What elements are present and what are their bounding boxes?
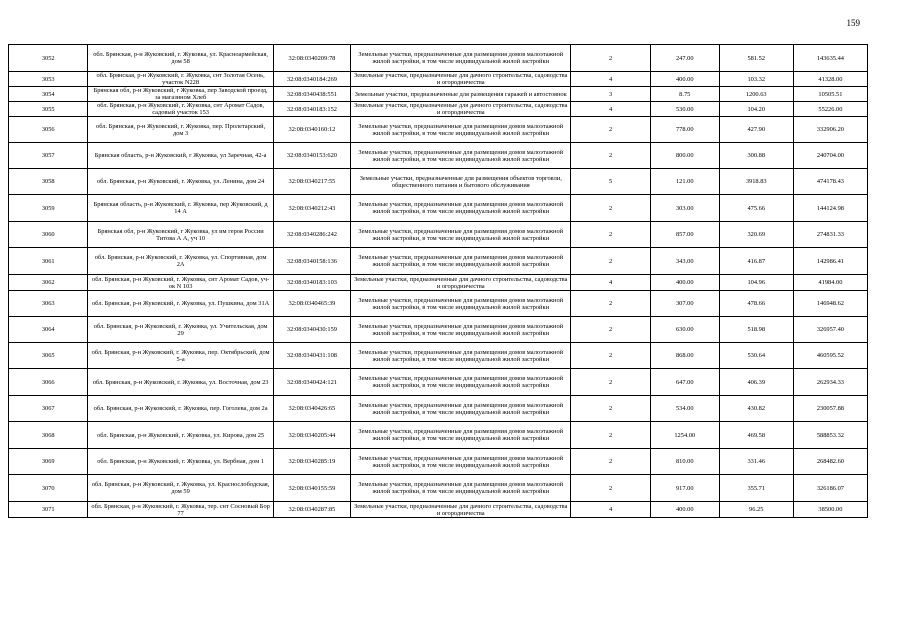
row-land-use-type: Земельные участки, предназначенные для размещения домов малоэтажной жилой застройки, в том числе индивидуальной жилой застройки (351, 343, 571, 369)
row-category: 2 (571, 195, 650, 222)
row-specific-value: 406.39 (719, 369, 793, 396)
row-category: 2 (571, 422, 650, 449)
row-category: 4 (571, 275, 650, 291)
table-row (9, 422, 868, 449)
row-address: обл. Брянская, р-н Жуковский, г. Жуковка, ул. Спортивная, дом 2А (88, 248, 273, 275)
row-land-use-type: Земельные участки, предназначенные для размещения домов малоэтажной жилой застройки, в том числе индивидуальной жилой застройки (351, 248, 571, 275)
row-area: 1254.00 (650, 422, 719, 449)
row-land-use-type: Земельные участки, предназначенные для размещения домов малоэтажной жилой застройки, в том числе индивидуальной жилой застройки (351, 195, 571, 222)
row-cadastral-number: 32:08:0340184:269 (273, 72, 350, 87)
row-number: 3052 (9, 45, 88, 72)
row-category: 2 (571, 369, 650, 396)
table-row (9, 72, 868, 87)
row-address: обл. Брянская, р-н Жуковский, г. Жуковка, пер. Гоголева, дом 2а (88, 396, 273, 422)
row-land-use-type: Земельные участки, предназначенные для размещения домов малоэтажной жилой застройки, в том числе индивидуальной жилой застройки (351, 222, 571, 248)
row-land-use-type: Земельные участки, предназначенные для дачного строительства, садоводства и огородничества (351, 102, 571, 117)
cadastral-value-table (8, 44, 868, 518)
row-area: 121.00 (650, 169, 719, 195)
row-cadastral-number: 32:08:0340212:43 (273, 195, 350, 222)
row-cadastral-value: 146948.62 (793, 291, 867, 317)
table-row (9, 143, 868, 169)
table-row (9, 195, 868, 222)
row-area: 247.00 (650, 45, 719, 72)
row-area: 810.00 (650, 449, 719, 475)
row-land-use-type: Земельные участки, предназначенные для размещения домов малоэтажной жилой застройки, в том числе индивидуальной жилой застройки (351, 449, 571, 475)
row-category: 2 (571, 222, 650, 248)
row-number: 3064 (9, 317, 88, 343)
row-cadastral-number: 32:08:0340285:19 (273, 449, 350, 475)
row-cadastral-value: 332906.20 (793, 117, 867, 143)
row-cadastral-number: 32:08:0340209:78 (273, 45, 350, 72)
row-cadastral-value: 230057.88 (793, 396, 867, 422)
row-cadastral-number: 32:08:0340287:85 (273, 502, 350, 518)
row-land-use-type: Земельные участки, предназначенные для размещения объектов торговли, общественного питания и бытового обслуживания (351, 169, 571, 195)
row-number: 3066 (9, 369, 88, 396)
row-area: 534.00 (650, 396, 719, 422)
row-number: 3069 (9, 449, 88, 475)
row-cadastral-value: 274831.33 (793, 222, 867, 248)
row-cadastral-value: 326186.07 (793, 475, 867, 502)
row-cadastral-value: 55226.00 (793, 102, 867, 117)
row-number: 3061 (9, 248, 88, 275)
row-address: обл. Брянская, р-н Жуковский, г. Жуковка, ул. Краснослободская, дом 59 (88, 475, 273, 502)
row-category: 4 (571, 72, 650, 87)
row-number: 3056 (9, 117, 88, 143)
row-cadastral-number: 32:08:0340183:152 (273, 102, 350, 117)
row-address: Брянская обл, р-н Жуковский, г Жуковка, ул им героя России Титова А А, уч 10 (88, 222, 273, 248)
row-land-use-type: Земельные участки, предназначенные для размещения домов малоэтажной жилой застройки, в том числе индивидуальной жилой застройки (351, 422, 571, 449)
table-row (9, 248, 868, 275)
table-row (9, 169, 868, 195)
row-specific-value: 104.20 (719, 102, 793, 117)
row-address: Брянская область, р-н Жуковский, г Жуковка, ул Заречная, 42-а (88, 143, 273, 169)
row-cadastral-number: 32:08:0340205:44 (273, 422, 350, 449)
row-land-use-type: Земельные участки, предназначенные для размещения гаражей и автостоянок (351, 87, 571, 102)
row-cadastral-number: 32:08:0340424:121 (273, 369, 350, 396)
row-land-use-type: Земельные участки, предназначенные для размещения домов малоэтажной жилой застройки, в том числе индивидуальной жилой застройки (351, 45, 571, 72)
row-specific-value: 430.82 (719, 396, 793, 422)
row-cadastral-value: 326957.40 (793, 317, 867, 343)
table-row (9, 502, 868, 518)
row-number: 3063 (9, 291, 88, 317)
row-address: обл. Брянская, р-н Жуковский, г. Жуковка, ул. Восточная, дом 23 (88, 369, 273, 396)
row-address: обл. Брянская, р-н Жуковский, г. Жуковка, ул. Кирова, дом 25 (88, 422, 273, 449)
row-land-use-type: Земельные участки, предназначенные для размещения домов малоэтажной жилой застройки, в том числе индивидуальной жилой застройки (351, 117, 571, 143)
row-number: 3067 (9, 396, 88, 422)
row-cadastral-number: 32:08:0340286:242 (273, 222, 350, 248)
row-land-use-type: Земельные участки, предназначенные для размещения домов малоэтажной жилой застройки, в том числе индивидуальной жилой застройки (351, 396, 571, 422)
table-row (9, 87, 868, 102)
row-area: 647.00 (650, 369, 719, 396)
row-cadastral-value: 41984.00 (793, 275, 867, 291)
row-land-use-type: Земельные участки, предназначенные для размещения домов малоэтажной жилой застройки, в том числе индивидуальной жилой застройки (351, 317, 571, 343)
row-category: 2 (571, 475, 650, 502)
row-category: 2 (571, 396, 650, 422)
row-specific-value: 104.96 (719, 275, 793, 291)
row-cadastral-number: 32:08:0340183:103 (273, 275, 350, 291)
row-specific-value: 355.71 (719, 475, 793, 502)
row-cadastral-value: 460595.52 (793, 343, 867, 369)
row-address: Брянская обл, р-н Жуковский, г Жуковка, пер Заводской проезд, за магазином Хлеб (88, 87, 273, 102)
row-address: обл. Брянская, р-н Жуковский, г. Жуковка, ул. Пушкина, дом 31А (88, 291, 273, 317)
row-area: 400.00 (650, 275, 719, 291)
row-area: 800.00 (650, 143, 719, 169)
table-row (9, 222, 868, 248)
table-row (9, 317, 868, 343)
table-row (9, 449, 868, 475)
row-specific-value: 581.52 (719, 45, 793, 72)
row-cadastral-value: 240704.00 (793, 143, 867, 169)
row-category: 2 (571, 248, 650, 275)
row-number: 3054 (9, 87, 88, 102)
row-address: обл. Брянская, р-н Жуковский, г. Жуковка, ул. Ленина, дом 24 (88, 169, 273, 195)
row-land-use-type: Земельные участки, предназначенные для дачного строительства, садоводства и огородничества (351, 502, 571, 518)
row-number: 3058 (9, 169, 88, 195)
page-number: 159 (846, 18, 860, 28)
table-row (9, 396, 868, 422)
table-row (9, 45, 868, 72)
row-cadastral-number: 32:08:0340217:55 (273, 169, 350, 195)
row-area: 343.00 (650, 248, 719, 275)
row-number: 3055 (9, 102, 88, 117)
row-address: обл. Брянская, р-н Жуковский, г. Жуковка, пер. Октябрьский, дом 5-а (88, 343, 273, 369)
row-number: 3062 (9, 275, 88, 291)
row-cadastral-number: 32:08:0340465:39 (273, 291, 350, 317)
row-address: обл. Брянская, р-н Жуковский, г. Жуковка, ул. Вербная, дом 1 (88, 449, 273, 475)
row-number: 3068 (9, 422, 88, 449)
row-address: обл. Брянская, р-н Жуковский, г. Жуковка, ул. Красноармейская, дом 58 (88, 45, 273, 72)
row-cadastral-value: 41328.00 (793, 72, 867, 87)
table-row (9, 475, 868, 502)
row-address: обл. Брянская, р-н Жуковский, г. Жуковка, снт Аромат Садов, садовый участок 153 (88, 102, 273, 117)
row-cadastral-value: 474178.43 (793, 169, 867, 195)
row-land-use-type: Земельные участки, предназначенные для дачного строительства, садоводства и огородничества (351, 275, 571, 291)
row-specific-value: 478.66 (719, 291, 793, 317)
row-cadastral-number: 32:08:0340158:136 (273, 248, 350, 275)
row-number: 3053 (9, 72, 88, 87)
row-land-use-type: Земельные участки, предназначенные для дачного строительства, садоводства и огородничества (351, 72, 571, 87)
row-specific-value: 331.46 (719, 449, 793, 475)
row-cadastral-number: 32:08:0340430:159 (273, 317, 350, 343)
row-cadastral-value: 268482.60 (793, 449, 867, 475)
row-specific-value: 3918.83 (719, 169, 793, 195)
row-area: 778.00 (650, 117, 719, 143)
row-specific-value: 475.66 (719, 195, 793, 222)
row-specific-value: 320.69 (719, 222, 793, 248)
row-specific-value: 300.88 (719, 143, 793, 169)
table-row (9, 291, 868, 317)
row-land-use-type: Земельные участки, предназначенные для размещения домов малоэтажной жилой застройки, в том числе индивидуальной жилой застройки (351, 369, 571, 396)
row-category: 2 (571, 143, 650, 169)
row-land-use-type: Земельные участки, предназначенные для размещения домов малоэтажной жилой застройки, в том числе индивидуальной жилой застройки (351, 143, 571, 169)
row-specific-value: 530.64 (719, 343, 793, 369)
row-specific-value: 518.98 (719, 317, 793, 343)
row-category: 4 (571, 502, 650, 518)
table-row (9, 102, 868, 117)
row-specific-value: 103.32 (719, 72, 793, 87)
row-area: 8.75 (650, 87, 719, 102)
row-address: обл. Брянская, р-н Жуковский, г. Жуковка, снт Золотая Осень, участок N228 (88, 72, 273, 87)
row-specific-value: 427.90 (719, 117, 793, 143)
row-number: 3071 (9, 502, 88, 518)
table-row (9, 343, 868, 369)
table-row (9, 369, 868, 396)
row-number: 3065 (9, 343, 88, 369)
row-category: 2 (571, 317, 650, 343)
row-address: обл. Брянская, р-н Жуковский, г. Жуковка, пер. Пролетарский, дом 3 (88, 117, 273, 143)
row-area: 630.00 (650, 317, 719, 343)
row-number: 3070 (9, 475, 88, 502)
row-number: 3060 (9, 222, 88, 248)
row-cadastral-number: 32:08:0340426:65 (273, 396, 350, 422)
row-land-use-type: Земельные участки, предназначенные для размещения домов малоэтажной жилой застройки, в том числе индивидуальной жилой застройки (351, 475, 571, 502)
row-address: обл. Брянская, р-н Жуковский, г. Жуковка, тер. снт Сосновый Бор 77 (88, 502, 273, 518)
row-area: 868.00 (650, 343, 719, 369)
row-specific-value: 1200.63 (719, 87, 793, 102)
row-cadastral-value: 38500.00 (793, 502, 867, 518)
row-area: 857.00 (650, 222, 719, 248)
row-cadastral-number: 32:08:0340155:59 (273, 475, 350, 502)
row-area: 303.00 (650, 195, 719, 222)
row-area: 530.00 (650, 102, 719, 117)
row-area: 307.00 (650, 291, 719, 317)
row-category: 2 (571, 449, 650, 475)
row-specific-value: 96.25 (719, 502, 793, 518)
table-row (9, 275, 868, 291)
row-address: Брянская область, р-н Жуковский, г. Жуковка, пер Жуковский, д 14 А (88, 195, 273, 222)
row-cadastral-value: 143635.44 (793, 45, 867, 72)
row-specific-value: 416.87 (719, 248, 793, 275)
row-cadastral-value: 10505.51 (793, 87, 867, 102)
row-specific-value: 469.58 (719, 422, 793, 449)
row-cadastral-number: 32:08:0340431:108 (273, 343, 350, 369)
table-row (9, 117, 868, 143)
row-cadastral-value: 142986.41 (793, 248, 867, 275)
row-category: 2 (571, 291, 650, 317)
row-cadastral-number: 32:08:0340160:12 (273, 117, 350, 143)
row-cadastral-value: 588853.32 (793, 422, 867, 449)
row-area: 400.00 (650, 502, 719, 518)
row-area: 917.00 (650, 475, 719, 502)
row-cadastral-value: 262934.33 (793, 369, 867, 396)
row-category: 4 (571, 102, 650, 117)
row-category: 5 (571, 169, 650, 195)
row-category: 3 (571, 87, 650, 102)
row-area: 400.00 (650, 72, 719, 87)
row-number: 3057 (9, 143, 88, 169)
row-cadastral-number: 32:08:0340438:551 (273, 87, 350, 102)
row-address: обл. Брянская, р-н Жуковский, г. Жуковка, ул. Учительская, дом 29 (88, 317, 273, 343)
row-category: 2 (571, 117, 650, 143)
row-category: 2 (571, 45, 650, 72)
row-address: обл. Брянская, р-н Жуковский, г. Жуковка, снт Аромат Садов, уч-ок N 103 (88, 275, 273, 291)
row-land-use-type: Земельные участки, предназначенные для размещения домов малоэтажной жилой застройки, в том числе индивидуальной жилой застройки (351, 291, 571, 317)
row-number: 3059 (9, 195, 88, 222)
row-cadastral-number: 32:08:0340153:620 (273, 143, 350, 169)
row-cadastral-value: 144124.98 (793, 195, 867, 222)
row-category: 2 (571, 343, 650, 369)
